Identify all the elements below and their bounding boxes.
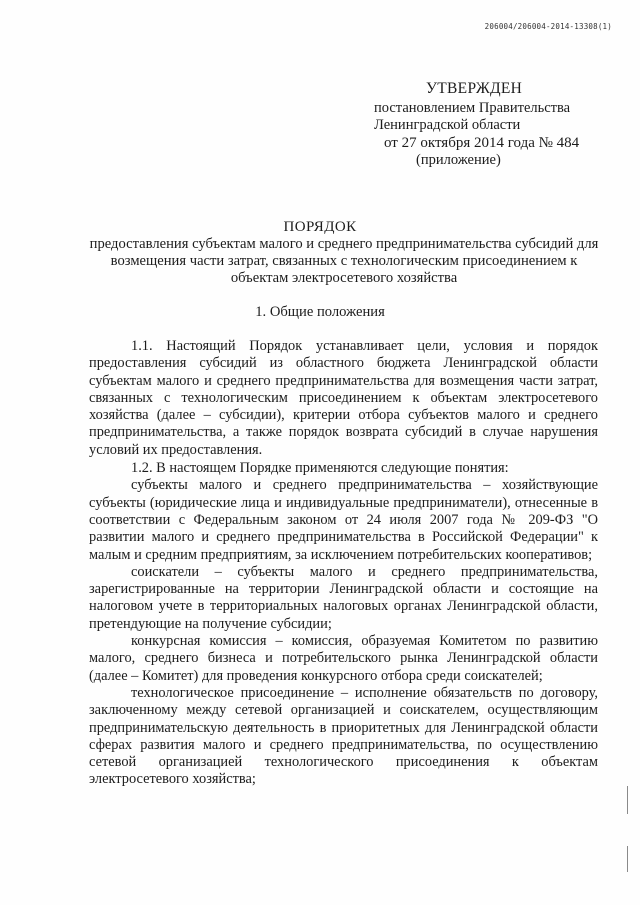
approval-annex-line: (приложение) (416, 152, 501, 168)
scan-margin-mark (627, 786, 628, 814)
approval-date-line: от 27 октября 2014 года № 484 (384, 134, 580, 151)
definition-smb: субъекты малого и среднего предпринимательства – хозяйствующие субъекты (юридические лица и индивидуальные предприниматели), отнесенные в соответствии с Федеральным законом от 24 июля 2007 года № 209-ФЗ "О развитии малого и среднего предпринимательства в Российской Федерации" к малым и средним предприятиям, за исключением потребительских кооперативов; (89, 477, 598, 563)
approval-region-line: Ленинградской области (374, 117, 521, 133)
paragraph-1-2: 1.2. В настоящем Порядке применяются следующие понятия: (131, 460, 509, 477)
document-body (89, 338, 598, 789)
definition-tech-connection: технологическое присоединение – исполнение обязательств по договору, заключенному между сетевой организацией и соискателем, осуществляющим предпринимательскую деятельность в приоритетных для Ленинградской области сферах развития малого и среднего предпринимательства, по осуществлению сетевой организацией технологического присоединения к объектам электросетевого хозяйства; (89, 684, 598, 788)
document-subtitle: предоставления субъектам малого и среднего предпринимательства субсидий для возмещения части затрат, связанных с технологическим присоединением к объектам электросетевого хозяйства (89, 236, 599, 286)
section-heading: 1. Общие положения (255, 304, 385, 320)
approval-block (374, 80, 614, 170)
definition-commission: конкурсная комиссия – комиссия, образуемая Комитетом по развитию малого, среднего бизнеса и потребительского рынка Ленинградской области (далее – Комитет) для проведения конкурсного отбора среди соискателей; (89, 633, 598, 684)
approval-word: УТВЕРЖДЕН (426, 80, 523, 97)
document-id: 206004/206004-2014-13308(1) (484, 22, 612, 31)
paragraph-1-1: 1.1. Настоящий Порядок устанавливает цели, условия и порядок предоставления субсидий из областного бюджета Ленинградской области субъектам малого и среднего предпринимательства для возмещения части затрат, связанных с технологическим присоединением к объектам электросетевого хозяйства (далее – субсидии), критерии отбора субъектов малого и среднего предпринимательства, а также порядок возврата субсидий в случае нарушения условий их предоставления. (89, 338, 598, 458)
document-title: ПОРЯДОК (283, 219, 357, 235)
definition-applicants: соискатели – субъекты малого и среднего предпринимательства, зарегистрированные на территории Ленинградской области и состоящие на налоговом учете в территориальных налоговых органах Ленинградской области, претендующие на получение субсидии; (89, 563, 598, 632)
scan-margin-mark (627, 846, 628, 872)
approval-resolution-line: постановлением Правительства (374, 99, 571, 116)
